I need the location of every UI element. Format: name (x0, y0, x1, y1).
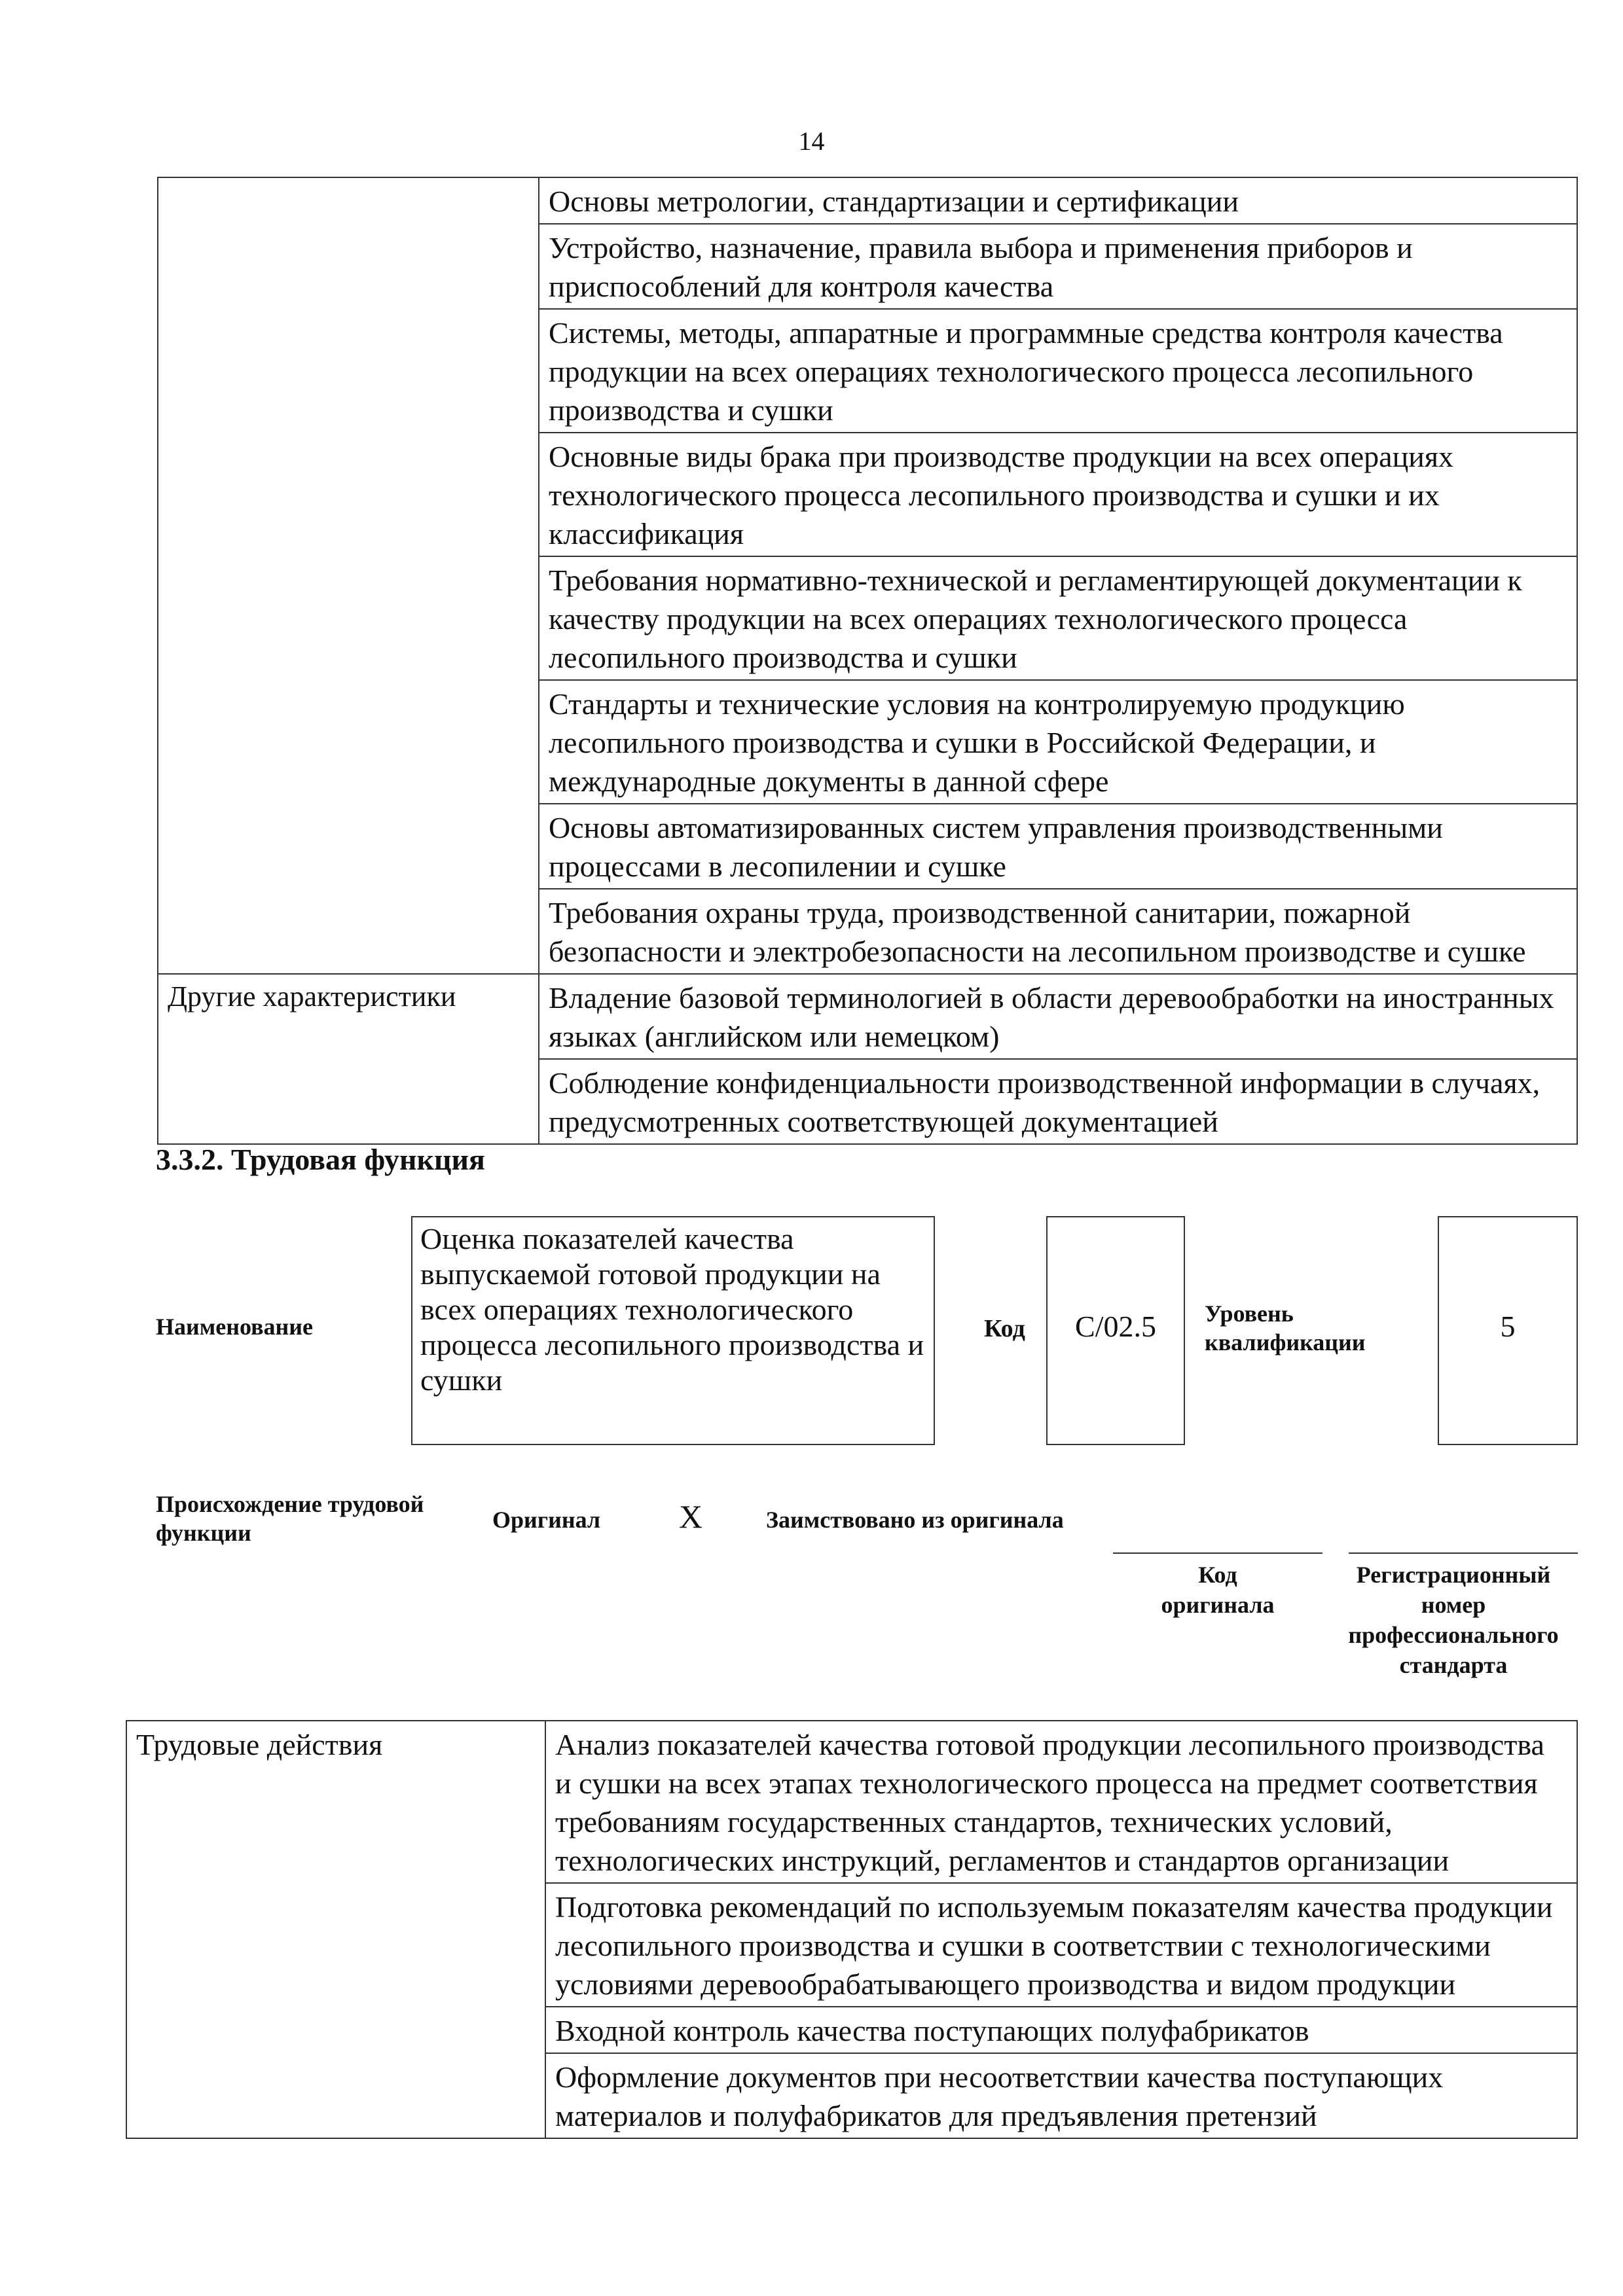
labor-actions-label: Трудовые действия (126, 1721, 545, 2138)
reg-number-label (1309, 1560, 1597, 1680)
table-cell: Устройство, назначение, правила выбора и применения приборов и приспособлений для контроля качества (539, 224, 1577, 309)
code-value: C/02.5 (1075, 1310, 1156, 1343)
table-cell: Оформление документов при несоответствии качества поступающих материалов и полуфабрикатов для предъявления претензий (545, 2053, 1577, 2138)
name-label: Наименование (156, 1314, 313, 1340)
table-cell: Входной контроль качества поступающих полуфабрикатов (545, 2007, 1577, 2053)
reg-number-line (1349, 1552, 1578, 1554)
other-characteristics-label: Другие характеристики (158, 974, 539, 1144)
original-label: Оригинал (492, 1507, 601, 1533)
table-row (158, 974, 1577, 1059)
table-cell: Основы автоматизированных систем управления производственными процессами в лесопилении и сушке (539, 804, 1577, 889)
level-value: 5 (1500, 1310, 1516, 1343)
table-row (158, 177, 1577, 224)
page-number: 14 (798, 126, 825, 156)
code-original-line (1113, 1552, 1322, 1554)
empty-label-cell (158, 177, 539, 974)
labor-actions-table (126, 1720, 1578, 2139)
table-cell: Анализ показателей качества готовой продукции лесопильного производства и сушки на всех этапах технологического процесса на предмет соответствия требованиям государственных стандартов, технических условий, технологических инструкций, регламентов и стандартов организации (545, 1721, 1577, 1883)
function-name-value: Оценка показателей качества выпускаемой готовой продукции на всех операциях технологического процесса лесопильного производства и сушки (411, 1216, 935, 1445)
knowledge-table (157, 177, 1578, 1145)
table-cell: Требования охраны труда, производственной санитарии, пожарной безопасности и электробезопасности на лесопильном производстве и сушке (539, 889, 1577, 974)
code-original-text: Код оригинала (1161, 1562, 1275, 1618)
code-original-label (1113, 1560, 1322, 1620)
original-mark: X (679, 1498, 703, 1535)
table-cell: Владение базовой терминологией в области деревообработки на иностранных языках (английском или немецком) (539, 974, 1577, 1059)
table-row (126, 1721, 1577, 1883)
table-cell: Основы метрологии, стандартизации и сертификации (539, 177, 1577, 224)
origin-label: Происхождение трудовой функции (156, 1491, 424, 1546)
qualification-level-label: Уровень квалификации (1205, 1300, 1366, 1355)
table-cell: Подготовка рекомендаций по используемым показателям качества продукции лесопильного производства и сушки в соответствии с технологическими условиями деревообрабатывающего производства и видом продукции (545, 1883, 1577, 2007)
section-title: 3.3.2. Трудовая функция (156, 1143, 485, 1176)
code-label: Код (984, 1315, 1025, 1342)
table-cell: Стандарты и технические условия на контролируемую продукцию лесопильного производства и сушки в Российской Федерации, и международные документы в данной сфере (539, 680, 1577, 804)
level-value-box (1438, 1216, 1578, 1445)
table-cell: Требования нормативно-технической и регламентирующей документации к качеству продукции на всех операциях технологического процесса лесопильного производства и сушки (539, 556, 1577, 680)
borrowed-label: Заимствовано из оригинала (766, 1507, 1064, 1533)
table-cell: Соблюдение конфиденциальности производственной информации в случаях, предусмотренных соответствующей документацией (539, 1059, 1577, 1144)
table-cell: Системы, методы, аппаратные и программные средства контроля качества продукции на всех операциях технологического процесса лесопильного производства и сушки (539, 309, 1577, 433)
reg-number-text: Регистрационный номер профессионального стандарта (1348, 1562, 1559, 1678)
code-value-box (1046, 1216, 1185, 1445)
table-cell: Основные виды брака при производстве продукции на всех операциях технологического процесса лесопильного производства и сушки и их классификация (539, 433, 1577, 556)
